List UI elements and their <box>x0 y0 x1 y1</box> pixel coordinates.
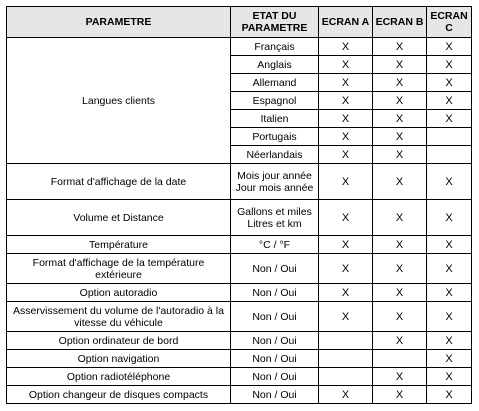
table-row <box>7 38 472 56</box>
table-row <box>7 236 472 254</box>
header-parametre: PARAMETRE <box>7 7 231 38</box>
screen-b-cell: X <box>373 368 427 386</box>
screen-c-cell: X <box>427 386 472 404</box>
screen-b-cell: X <box>373 110 427 128</box>
state-cell: Gallons et miles Litres et km <box>231 200 319 236</box>
screen-a-cell: X <box>319 38 373 56</box>
screen-b-cell: X <box>373 236 427 254</box>
state-cell: Non / Oui <box>231 284 319 302</box>
parameter-cell: Option autoradio <box>7 284 231 302</box>
table-row <box>7 254 472 284</box>
screen-a-cell: X <box>319 254 373 284</box>
screen-a-cell: X <box>319 128 373 146</box>
state-cell: Allemand <box>231 74 319 92</box>
parameter-table <box>6 6 472 404</box>
screen-c-cell: X <box>427 200 472 236</box>
state-cell: Anglais <box>231 56 319 74</box>
state-cell: Non / Oui <box>231 386 319 404</box>
parameter-cell: Option ordinateur de bord <box>7 332 231 350</box>
state-cell: Non / Oui <box>231 302 319 332</box>
state-cell: Non / Oui <box>231 332 319 350</box>
parameter-table-container <box>6 6 472 404</box>
state-cell: Mois jour année Jour mois année <box>231 164 319 200</box>
parameter-cell: Option radiotéléphone <box>7 368 231 386</box>
screen-b-cell: X <box>373 284 427 302</box>
parameter-cell: Langues clients <box>7 38 231 164</box>
screen-a-cell: X <box>319 56 373 74</box>
table-row <box>7 200 472 236</box>
table-row <box>7 332 472 350</box>
screen-b-cell: X <box>373 128 427 146</box>
screen-b-cell: X <box>373 74 427 92</box>
state-cell: °C / °F <box>231 236 319 254</box>
screen-b-cell: X <box>373 92 427 110</box>
screen-c-cell: X <box>427 236 472 254</box>
screen-a-cell: X <box>319 284 373 302</box>
parameter-cell: Option navigation <box>7 350 231 368</box>
screen-b-cell: X <box>373 200 427 236</box>
screen-b-cell: X <box>373 164 427 200</box>
header-ecran-b: ECRAN B <box>373 7 427 38</box>
screen-c-cell: X <box>427 74 472 92</box>
table-row <box>7 164 472 200</box>
screen-b-cell <box>373 350 427 368</box>
parameter-cell: Température <box>7 236 231 254</box>
screen-c-cell: X <box>427 110 472 128</box>
table-row <box>7 302 472 332</box>
screen-c-cell: X <box>427 254 472 284</box>
screen-c-cell: X <box>427 332 472 350</box>
screen-c-cell: X <box>427 164 472 200</box>
state-cell: Portugais <box>231 128 319 146</box>
screen-a-cell <box>319 368 373 386</box>
screen-a-cell: X <box>319 164 373 200</box>
screen-b-cell: X <box>373 38 427 56</box>
table-row <box>7 350 472 368</box>
screen-c-cell: X <box>427 284 472 302</box>
screen-a-cell <box>319 332 373 350</box>
screen-c-cell: X <box>427 368 472 386</box>
screen-b-cell: X <box>373 386 427 404</box>
screen-c-cell <box>427 146 472 164</box>
state-cell: Néerlandais <box>231 146 319 164</box>
parameter-cell: Format d'affichage de la date <box>7 164 231 200</box>
parameter-cell: Volume et Distance <box>7 200 231 236</box>
state-cell: Espagnol <box>231 92 319 110</box>
screen-c-cell: X <box>427 56 472 74</box>
header-ecran-a: ECRAN A <box>319 7 373 38</box>
state-cell: Non / Oui <box>231 254 319 284</box>
table-row <box>7 284 472 302</box>
screen-c-cell <box>427 128 472 146</box>
parameter-cell: Option changeur de disques compacts <box>7 386 231 404</box>
screen-b-cell: X <box>373 332 427 350</box>
screen-a-cell <box>319 350 373 368</box>
header-ecran-c: ECRAN C <box>427 7 472 38</box>
screen-b-cell: X <box>373 56 427 74</box>
table-body <box>7 38 472 404</box>
state-cell: Non / Oui <box>231 368 319 386</box>
screen-a-cell: X <box>319 74 373 92</box>
screen-c-cell: X <box>427 350 472 368</box>
parameter-cell: Asservissement du volume de l'autoradio à la vitesse du véhicule <box>7 302 231 332</box>
screen-a-cell: X <box>319 386 373 404</box>
screen-a-cell: X <box>319 236 373 254</box>
screen-a-cell: X <box>319 110 373 128</box>
screen-a-cell: X <box>319 92 373 110</box>
screen-b-cell: X <box>373 254 427 284</box>
screen-b-cell: X <box>373 146 427 164</box>
state-cell: Non / Oui <box>231 350 319 368</box>
table-row <box>7 386 472 404</box>
parameter-cell: Format d'affichage de la température extérieure <box>7 254 231 284</box>
screen-c-cell: X <box>427 38 472 56</box>
screen-a-cell: X <box>319 200 373 236</box>
screen-c-cell: X <box>427 92 472 110</box>
screen-a-cell: X <box>319 146 373 164</box>
state-cell: Français <box>231 38 319 56</box>
screen-c-cell: X <box>427 302 472 332</box>
screen-a-cell: X <box>319 302 373 332</box>
screen-b-cell: X <box>373 302 427 332</box>
state-cell: Italien <box>231 110 319 128</box>
table-row <box>7 368 472 386</box>
header-etat: ETAT DU PARAMETRE <box>231 7 319 38</box>
header-row <box>7 7 472 38</box>
